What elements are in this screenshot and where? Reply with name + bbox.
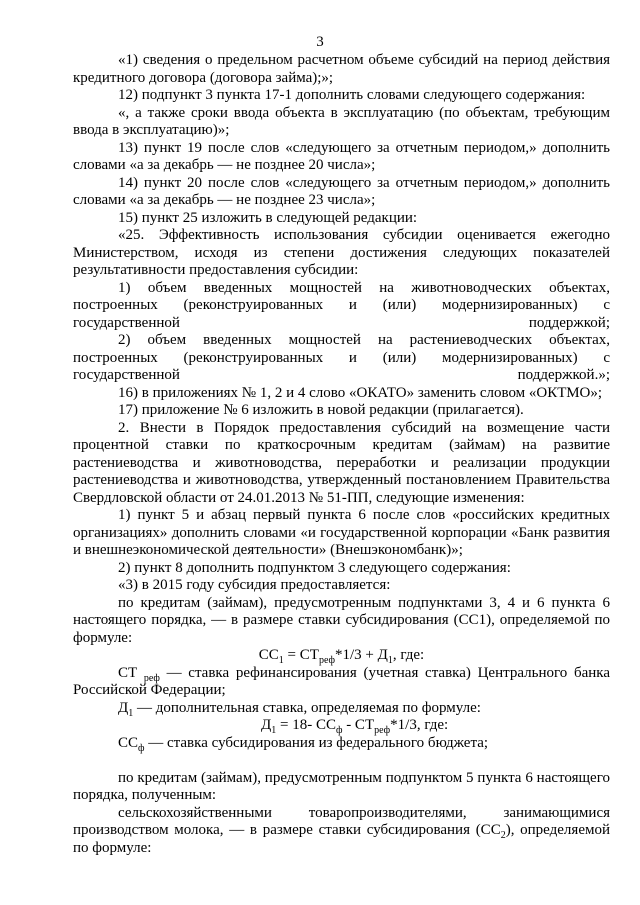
page-number: 3	[316, 34, 324, 50]
paragraph: 1) пункт 5 и абзац первый пункта 6 после слов «российских кредитных организациях» дополнить словами «и государственной корпорации «Банк развития и внешнеэкономической деятельности» (Внешэкономбанк)»;	[73, 507, 610, 558]
paragraph: «, а также сроки ввода объекта в эксплуатацию (по объектам, требующим ввода в эксплуатацию)»;	[73, 104, 610, 138]
paragraph: по кредитам (займам), предусмотренным подпунктом 5 пункта 6 настоящего порядка, полученным:	[73, 769, 610, 803]
paragraph: «25. Эффективность использования субсидии оценивается ежегодно Министерством, исходя из степени достижения следующих показателей результативности предоставления субсидии:	[73, 227, 610, 278]
formula-cc1: $СС_1 = СТ_{реф}*1/3 + Д_1$, где:	[258, 647, 425, 666]
paragraph: 2. Внести в Порядок предоставления субсидий на возмещение части процентной ставки по краткосрочным кредитам (займам) на развитие растениеводства и животноводства, переработки и реализации продукции растениеводства и животноводства, утвержденный постановлением Правительства Свердловской области от 24.01.2013 № 51-ПП, следующие изменения:	[73, 419, 610, 506]
paragraph: «3) в 2015 году субсидия предоставляется:	[118, 577, 391, 593]
paragraph: «1) сведения о предельном расчетном объеме субсидий на период действия кредитного договора (договора займа);»;	[73, 52, 610, 86]
paragraph: 1) объем введенных мощностей на животноводческих объектах, построенных (реконструированных и (или) модернизированных) с государственной поддержкой;	[73, 279, 610, 331]
paragraph: 16) в приложениях № 1, 2 и 4 слово «ОКАТО» заменить словом «ОКТМО»;	[118, 384, 603, 401]
definition-ssf: $СС_ф$ — ставка субсидирования из федерального бюджета;	[118, 734, 489, 754]
paragraph: 14) пункт 20 после слов «следующего за отчетным периодом,» дополнить словами «а за декабрь — не позднее 23 числа»;	[73, 174, 610, 208]
paragraph: 17) приложение № 6 изложить в новой редакции (прилагается).	[118, 402, 524, 418]
paragraph-last: сельскохозяйственными товаропроизводителями, занимающимися производством молока, — в размере ставки субсидирования $(СС_2)$, определяемой по формуле:	[73, 804, 610, 856]
formula-d1: $Д_1 = 18-$ $СС_ф - СТ_{реф}*1/3$, где:	[261, 717, 449, 736]
paragraph: 13) пункт 19 после слов «следующего за отчетным периодом,» дополнить словами «а за декабрь — не позднее 20 числа»;	[73, 139, 610, 173]
paragraph: 12) подпункт 3 пункта 17-1 дополнить словами следующего содержания:	[118, 87, 586, 103]
paragraph: 2) пункт 8 дополнить подпунктом 3 следующего содержания:	[118, 559, 511, 576]
definition-d1: $Д_1$ — дополнительная ставка, определяемая по формуле:	[118, 699, 481, 719]
paragraph: по кредитам (займам), предусмотренным подпунктами 3, 4 и 6 пункта 6 настоящего порядка, — в размере ставки субсидирования (СС1), определяемой по формуле:	[73, 594, 610, 646]
paragraph: 15) пункт 25 изложить в следующей редакции:	[118, 209, 418, 226]
definition-st-ref: СТ $_{реф}$ — ставка рефинансирования (учетная ставка) Центрального банка Российской Федерации;	[73, 664, 610, 698]
paragraph: 2) объем введенных мощностей на растениеводческих объектах, построенных (реконструированных и (или) модернизированных) с государственной поддержкой.»;	[73, 332, 610, 383]
blank-line	[73, 752, 610, 770]
document-body	[73, 52, 610, 857]
